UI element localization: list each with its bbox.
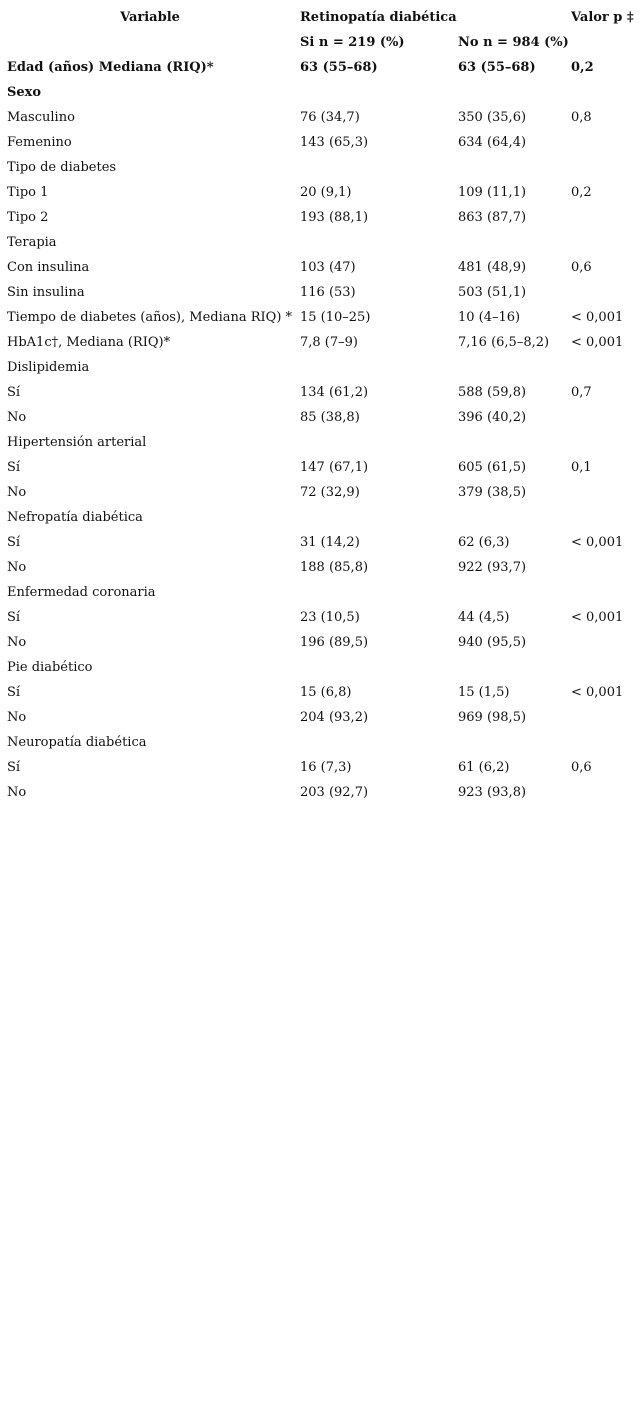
table-row xyxy=(0,305,643,330)
cell-pvalue: 0,6 xyxy=(571,260,592,275)
cell-si xyxy=(300,80,455,105)
cell-pvalue xyxy=(571,480,643,505)
cell-pvalue xyxy=(571,230,643,255)
cell-no: 61 (6,2) xyxy=(458,760,510,775)
cell-no: 63 (55–68) xyxy=(458,60,536,75)
row-label: No xyxy=(7,485,27,500)
table-row xyxy=(0,155,643,180)
table-body xyxy=(0,55,643,805)
cell-pvalue: < 0,001 xyxy=(571,610,624,625)
row-label: No xyxy=(7,710,27,725)
row-label: No xyxy=(7,635,27,650)
cell-no xyxy=(458,655,568,680)
table-row xyxy=(0,455,643,480)
cell-no: 605 (61,5) xyxy=(458,460,527,475)
cell-pvalue: 0,2 xyxy=(571,185,592,200)
table-row xyxy=(0,505,643,530)
cell-si: 85 (38,8) xyxy=(300,410,360,425)
cell-no: 62 (6,3) xyxy=(458,535,510,550)
table-row xyxy=(0,480,643,505)
row-label: Tipo de diabetes xyxy=(7,160,117,175)
row-label: Nefropatía diabética xyxy=(7,510,143,525)
cell-si: 204 (93,2) xyxy=(300,710,369,725)
table-row xyxy=(0,605,643,630)
table-row xyxy=(0,755,643,780)
table-row xyxy=(0,780,643,805)
cell-pvalue xyxy=(571,580,643,605)
cell-pvalue: 0,8 xyxy=(571,110,592,125)
cell-pvalue xyxy=(571,780,643,805)
row-label: Sexo xyxy=(7,85,42,100)
cell-no xyxy=(458,230,568,255)
cell-no: 923 (93,8) xyxy=(458,785,527,800)
row-label: Pie diabético xyxy=(7,660,93,675)
header-no: No n = 984 (%) xyxy=(458,35,569,50)
cell-si: 203 (92,7) xyxy=(300,785,369,800)
data-table xyxy=(0,5,643,805)
cell-pvalue: < 0,001 xyxy=(571,335,624,350)
cell-si: 7,8 (7–9) xyxy=(300,335,358,350)
cell-no: 922 (93,7) xyxy=(458,560,527,575)
cell-pvalue xyxy=(571,705,643,730)
cell-pvalue: < 0,001 xyxy=(571,685,624,700)
cell-si xyxy=(300,430,455,455)
row-label: Sí xyxy=(7,460,21,475)
cell-pvalue xyxy=(571,155,643,180)
table-row xyxy=(0,405,643,430)
table-row xyxy=(0,580,643,605)
cell-si: 134 (61,2) xyxy=(300,385,369,400)
cell-pvalue xyxy=(571,630,643,655)
row-label: No xyxy=(7,785,27,800)
cell-no: 863 (87,7) xyxy=(458,210,527,225)
row-label: Masculino xyxy=(7,110,75,125)
row-label: Con insulina xyxy=(7,260,90,275)
row-label: Tipo 2 xyxy=(7,210,49,225)
row-label: Tiempo de diabetes (años), Mediana RIQ) * xyxy=(7,310,293,325)
cell-no: 503 (51,1) xyxy=(458,285,527,300)
table-row xyxy=(0,255,643,280)
cell-no: 350 (35,6) xyxy=(458,110,527,125)
table-row xyxy=(0,130,643,155)
table-row xyxy=(0,705,643,730)
cell-si: 31 (14,2) xyxy=(300,535,360,550)
row-label: Tipo 1 xyxy=(7,185,49,200)
cell-si: 103 (47) xyxy=(300,260,356,275)
cell-si xyxy=(300,505,455,530)
table-row xyxy=(0,530,643,555)
cell-si xyxy=(300,155,455,180)
cell-pvalue xyxy=(571,655,643,680)
table-row xyxy=(0,230,643,255)
row-label: Sí xyxy=(7,685,21,700)
cell-pvalue: 0,6 xyxy=(571,760,592,775)
header-pvalue: Valor p ‡ xyxy=(571,10,634,25)
cell-pvalue: < 0,001 xyxy=(571,310,624,325)
cell-pvalue xyxy=(571,205,643,230)
cell-no: 588 (59,8) xyxy=(458,385,527,400)
cell-si: 72 (32,9) xyxy=(300,485,360,500)
row-label: No xyxy=(7,560,27,575)
row-label: No xyxy=(7,410,27,425)
cell-si: 63 (55–68) xyxy=(300,60,378,75)
cell-no: 15 (1,5) xyxy=(458,685,510,700)
cell-si: 23 (10,5) xyxy=(300,610,360,625)
cell-pvalue xyxy=(571,730,643,755)
cell-si xyxy=(300,580,455,605)
table-row xyxy=(0,730,643,755)
cell-no xyxy=(458,730,568,755)
cell-si: 16 (7,3) xyxy=(300,760,352,775)
cell-pvalue xyxy=(571,280,643,305)
row-label: Hipertensión arterial xyxy=(7,435,147,450)
cell-no: 969 (98,5) xyxy=(458,710,527,725)
table-row xyxy=(0,105,643,130)
cell-si: 15 (6,8) xyxy=(300,685,352,700)
table-row xyxy=(0,655,643,680)
header-variable: Variable xyxy=(120,10,180,25)
cell-no: 7,16 (6,5–8,2) xyxy=(458,335,550,350)
cell-no: 44 (4,5) xyxy=(458,610,510,625)
table-row xyxy=(0,680,643,705)
row-label: Femenino xyxy=(7,135,72,150)
cell-si xyxy=(300,230,455,255)
cell-no: 634 (64,4) xyxy=(458,135,527,150)
cell-pvalue xyxy=(571,130,643,155)
cell-si: 143 (65,3) xyxy=(300,135,369,150)
cell-pvalue xyxy=(571,505,643,530)
cell-no xyxy=(458,580,568,605)
table-row xyxy=(0,380,643,405)
header-si: Si n = 219 (%) xyxy=(300,35,405,50)
subheader-row xyxy=(0,30,643,55)
cell-no: 10 (4–16) xyxy=(458,310,521,325)
cell-no xyxy=(458,505,568,530)
cell-no: 481 (48,9) xyxy=(458,260,527,275)
cell-pvalue xyxy=(571,405,643,430)
cell-si: 116 (53) xyxy=(300,285,356,300)
cell-si: 188 (85,8) xyxy=(300,560,369,575)
cell-pvalue xyxy=(571,80,643,105)
row-label: Sin insulina xyxy=(7,285,85,300)
cell-si: 147 (67,1) xyxy=(300,460,369,475)
cell-si xyxy=(300,355,455,380)
cell-no xyxy=(458,155,568,180)
cell-pvalue: 0,2 xyxy=(571,60,594,75)
row-label: HbA1c†, Mediana (RIQ)* xyxy=(7,335,171,350)
table-row xyxy=(0,630,643,655)
row-label: Dislipidemia xyxy=(7,360,90,375)
row-label: Sí xyxy=(7,535,21,550)
table-row xyxy=(0,80,643,105)
cell-si: 20 (9,1) xyxy=(300,185,352,200)
cell-pvalue xyxy=(571,355,643,380)
row-label: Enfermedad coronaria xyxy=(7,585,156,600)
table-row xyxy=(0,205,643,230)
table-row xyxy=(0,280,643,305)
cell-no xyxy=(458,430,568,455)
row-label: Terapia xyxy=(7,235,57,250)
cell-pvalue: 0,1 xyxy=(571,460,592,475)
cell-pvalue xyxy=(571,555,643,580)
cell-pvalue xyxy=(571,430,643,455)
cell-no: 379 (38,5) xyxy=(458,485,527,500)
table-row xyxy=(0,555,643,580)
cell-si xyxy=(300,655,455,680)
table-row xyxy=(0,330,643,355)
header-row xyxy=(0,5,643,30)
row-label: Neuropatía diabética xyxy=(7,735,147,750)
cell-si xyxy=(300,730,455,755)
table-row xyxy=(0,55,643,80)
cell-pvalue: 0,7 xyxy=(571,385,592,400)
cell-no: 396 (40,2) xyxy=(458,410,527,425)
row-label: Edad (años) Mediana (RIQ)* xyxy=(7,60,214,75)
cell-no: 109 (11,1) xyxy=(458,185,527,200)
table-row xyxy=(0,430,643,455)
cell-si: 76 (34,7) xyxy=(300,110,360,125)
header-group: Retinopatía diabética xyxy=(300,10,457,25)
cell-no xyxy=(458,355,568,380)
row-label: Sí xyxy=(7,760,21,775)
cell-no xyxy=(458,80,568,105)
cell-no: 940 (95,5) xyxy=(458,635,527,650)
cell-si: 196 (89,5) xyxy=(300,635,369,650)
row-label: Sí xyxy=(7,610,21,625)
cell-pvalue: < 0,001 xyxy=(571,535,624,550)
table-row xyxy=(0,180,643,205)
table-row xyxy=(0,355,643,380)
cell-si: 15 (10–25) xyxy=(300,310,371,325)
row-label: Sí xyxy=(7,385,21,400)
cell-si: 193 (88,1) xyxy=(300,210,369,225)
